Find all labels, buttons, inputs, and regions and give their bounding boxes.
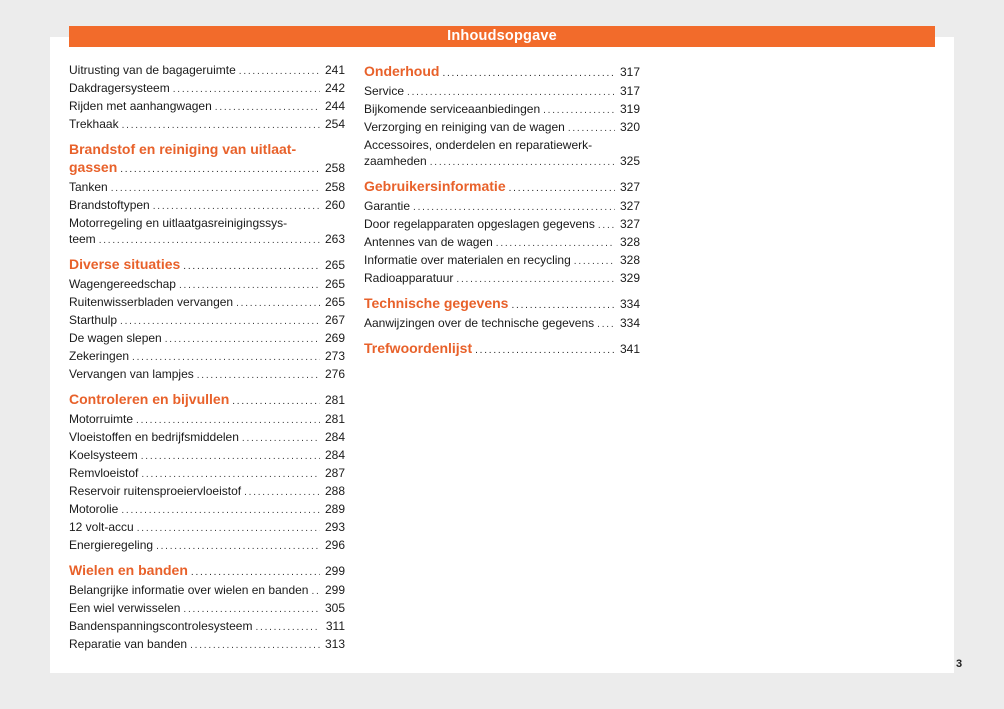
entry-title: Bijkomende serviceaanbiedingen	[364, 102, 541, 116]
toc-entry-cont[interactable]	[364, 153, 640, 171]
section-title-line2: gassen	[69, 159, 118, 175]
entry-page: 258	[324, 180, 345, 194]
section-page: 317	[619, 65, 640, 79]
entry-title: Vloeistoffen en bedrijfsmiddelen	[69, 430, 239, 444]
entry-title: Verzorging en reiniging van de wagen	[364, 120, 565, 134]
entry-page: 325	[619, 154, 640, 168]
section-title: Wielen en banden	[69, 562, 188, 578]
entry-page: 293	[324, 520, 345, 534]
toc-entry[interactable]	[364, 119, 640, 137]
toc-entry[interactable]	[69, 116, 345, 134]
section-heading-wielen[interactable]	[69, 561, 345, 582]
entry-title-line2: teem	[69, 232, 96, 246]
toc-entry[interactable]	[69, 215, 345, 231]
entry-title: Een wiel verwisselen	[69, 601, 181, 615]
entry-page: 311	[325, 619, 345, 633]
toc-entry[interactable]	[364, 83, 640, 101]
page-title: Inhoudsopgave	[69, 26, 935, 47]
entry-page: 242	[324, 81, 345, 95]
section-heading-diverse[interactable]	[69, 255, 345, 276]
entry-title: Energieregeling	[69, 538, 154, 552]
toc-entry[interactable]	[69, 312, 345, 330]
section-title: Gebruikersinformatie	[364, 178, 506, 194]
toc-entry-cont[interactable]	[69, 231, 345, 249]
section-heading-technische-gegevens[interactable]	[364, 294, 640, 315]
entry-page: 305	[324, 601, 345, 615]
entry-title: Trekhaak	[69, 117, 119, 131]
section-page: 299	[324, 564, 345, 578]
entry-page: 329	[619, 271, 640, 285]
toc-entry[interactable]	[69, 294, 345, 312]
entry-page: 273	[324, 349, 345, 363]
entry-page: 320	[619, 120, 640, 134]
toc-entry[interactable]	[69, 62, 345, 80]
section-heading-brandstof[interactable]	[69, 140, 345, 158]
toc-entry[interactable]	[69, 465, 345, 483]
entry-title: Tanken	[69, 180, 108, 194]
toc-entry[interactable]	[364, 234, 640, 252]
section-heading-brandstof-cont[interactable]	[69, 158, 345, 179]
entry-title: Zekeringen	[69, 349, 130, 363]
toc-entry[interactable]	[364, 216, 640, 234]
toc-entry[interactable]	[69, 179, 345, 197]
entry-title: Remvloeistof	[69, 466, 139, 480]
section-page: 265	[324, 258, 345, 272]
entry-title: Brandstoftypen	[69, 198, 150, 212]
toc-entry[interactable]	[69, 348, 345, 366]
toc-entry[interactable]	[69, 618, 345, 636]
entry-page: 317	[619, 84, 640, 98]
entry-page: 289	[324, 502, 345, 516]
toc-entry[interactable]	[69, 600, 345, 618]
entry-page: 299	[324, 583, 345, 597]
entry-page: 327	[619, 199, 640, 213]
section-page: 281	[324, 393, 345, 407]
section-title: Controleren en bijvullen	[69, 391, 230, 407]
entry-title: Belangrijke informatie over wielen en banden	[69, 583, 309, 597]
entry-page: 313	[324, 637, 345, 651]
entry-title: Reparatie van banden	[69, 637, 188, 651]
toc-entry[interactable]	[69, 366, 345, 384]
section-title: Technische gegevens	[364, 295, 509, 311]
entry-page: 254	[324, 117, 345, 131]
entry-title: Dakdragersysteem	[69, 81, 170, 95]
entry-title: Door regelapparaten opgeslagen gegevens	[364, 217, 595, 231]
section-title: Diverse situaties	[69, 256, 181, 272]
section-heading-controleren[interactable]	[69, 390, 345, 411]
entry-page: 284	[324, 430, 345, 444]
entry-title: Reservoir ruitensproeiervloeistof	[69, 484, 242, 498]
entry-page: 260	[324, 198, 345, 212]
entry-title: Motorolie	[69, 502, 119, 516]
entry-page: 267	[324, 313, 345, 327]
section-heading-trefwoordenlijst[interactable]	[364, 339, 640, 360]
entry-page: 263	[324, 232, 345, 246]
toc-entry[interactable]	[69, 330, 345, 348]
entry-title: Antennes van de wagen	[364, 235, 493, 249]
toc-entry[interactable]	[69, 411, 345, 429]
entry-page: 281	[324, 412, 345, 426]
entry-title: Motorruimte	[69, 412, 134, 426]
section-page: 327	[619, 180, 640, 194]
section-title-line1: Brandstof en reiniging van uitlaat-	[69, 141, 297, 157]
toc-entry[interactable]	[69, 276, 345, 294]
entry-title: Koelsysteem	[69, 448, 138, 462]
entry-page: 287	[324, 466, 345, 480]
section-heading-gebruikersinformatie[interactable]	[364, 177, 640, 198]
entry-title: Starthulp	[69, 313, 118, 327]
toc-entry[interactable]	[69, 483, 345, 501]
toc-left-column	[69, 62, 345, 654]
entry-title: De wagen slepen	[69, 331, 162, 345]
entry-page: 265	[324, 295, 345, 309]
page-number: 3	[956, 658, 963, 670]
toc-entry[interactable]	[69, 429, 345, 447]
toc-entry[interactable]	[69, 519, 345, 537]
entry-page: 244	[324, 99, 345, 113]
entry-page: 265	[324, 277, 345, 291]
entry-title: Bandenspanningscontrolesysteem	[69, 619, 253, 633]
entry-page: 269	[324, 331, 345, 345]
entry-page: 327	[619, 217, 640, 231]
entry-page: 328	[619, 253, 640, 267]
entry-page: 276	[324, 367, 345, 381]
toc-entry[interactable]	[69, 80, 345, 98]
entry-title: Informatie over materialen en recycling	[364, 253, 571, 267]
section-page: 341	[619, 342, 640, 356]
toc-entry[interactable]	[69, 197, 345, 215]
entry-title-line1: Motorregeling en uitlaatgasreinigingssys-	[69, 216, 288, 230]
section-page: 258	[324, 161, 345, 175]
toc-entry[interactable]	[364, 101, 640, 119]
section-page: 334	[619, 297, 640, 311]
toc-entry[interactable]	[69, 447, 345, 465]
toc-entry[interactable]	[69, 98, 345, 116]
entry-title: 12 volt-accu	[69, 520, 134, 534]
toc-right-column	[364, 62, 640, 360]
entry-page: 284	[324, 448, 345, 462]
entry-title: Ruitenwisserbladen vervangen	[69, 295, 234, 309]
entry-title: Uitrusting van de bagageruimte	[69, 63, 236, 77]
entry-page: 334	[619, 316, 640, 330]
toc-entry[interactable]	[364, 137, 640, 153]
entry-title: Radioapparatuur	[364, 271, 454, 285]
toc-entry[interactable]	[364, 315, 640, 333]
entry-title: Wagengereedschap	[69, 277, 176, 291]
entry-page: 241	[324, 63, 345, 77]
toc-entry[interactable]	[69, 537, 345, 555]
toc-entry[interactable]	[69, 582, 345, 600]
entry-title: Rijden met aanhangwagen	[69, 99, 212, 113]
entry-page: 319	[619, 102, 640, 116]
entry-page: 288	[324, 484, 345, 498]
toc-entry[interactable]	[364, 198, 640, 216]
toc-entry[interactable]	[364, 270, 640, 288]
entry-title: Vervangen van lampjes	[69, 367, 194, 381]
section-title: Trefwoordenlijst	[364, 340, 473, 356]
entry-title: Garantie	[364, 199, 411, 213]
toc-entry[interactable]	[364, 252, 640, 270]
toc-entry[interactable]	[69, 636, 345, 654]
entry-title: Aanwijzingen over de technische gegevens	[364, 316, 595, 330]
section-heading-onderhoud[interactable]	[364, 62, 640, 83]
entry-title-line1: Accessoires, onderdelen en reparatiewerk-	[364, 138, 593, 152]
entry-page: 328	[619, 235, 640, 249]
section-title: Onderhoud	[364, 63, 440, 79]
entry-title: Service	[364, 84, 405, 98]
entry-page: 296	[324, 538, 345, 552]
entry-title-line2: zaamheden	[364, 154, 427, 168]
toc-entry[interactable]	[69, 501, 345, 519]
